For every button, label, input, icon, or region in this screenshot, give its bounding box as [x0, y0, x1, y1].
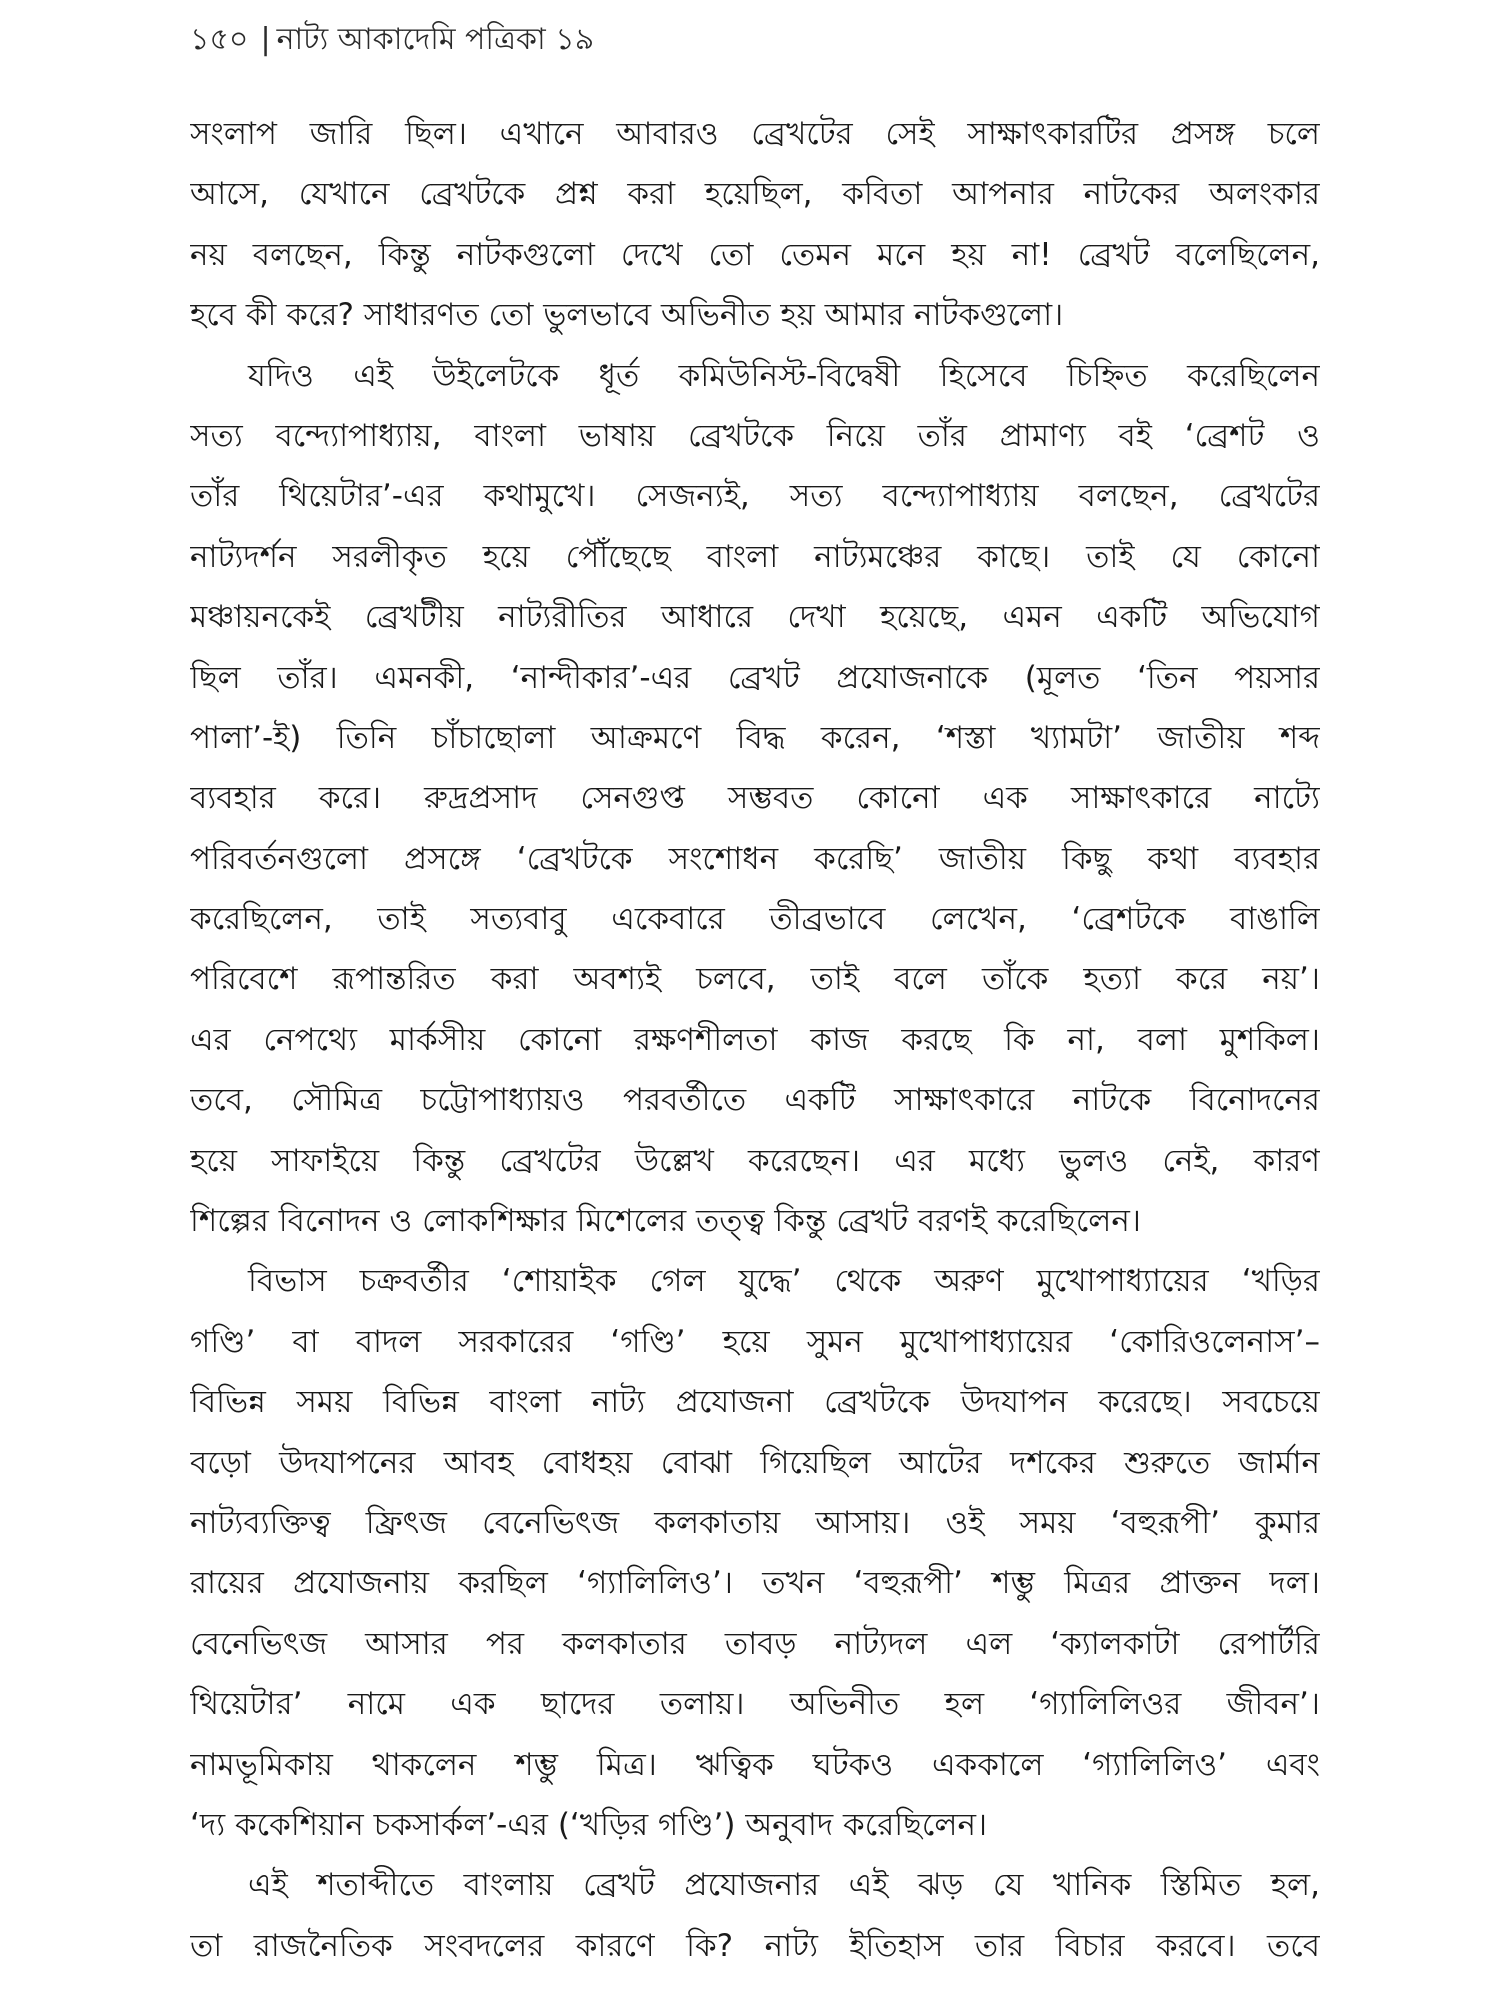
- text-line: পালা’-ই) তিনি চাঁচাছোলা আক্রমণে বিদ্ধ করেন, ‘শস্তা খ্যামটা’ জাতীয় শব্দ: [190, 719, 1320, 756]
- page-number: ১৫০: [190, 22, 249, 57]
- text-line: রায়ের প্রযোজনায় করছিল ‘গ্যালিলিও’। তখন ‘বহুরূপী’ শম্ভু মিত্রর প্রাক্তন দল।: [190, 1565, 1320, 1602]
- body-text: [190, 104, 1320, 1976]
- text-line: গণ্ডি’ বা বাদল সরকারের ‘গণ্ডি’ হয়ে সুমন মুখোপাধ্যায়ের ‘কোরিওলেনাস’–: [190, 1323, 1320, 1360]
- header-separator: |: [260, 22, 271, 57]
- text-line: মঞ্চায়নকেই ব্রেখটীয় নাট্যরীতির আধারে দেখা হয়েছে, এমন একটি অভিযোগ: [190, 599, 1320, 636]
- text-line: তা রাজনৈতিক সংবদলের কারণে কি? নাট্য ইতিহাস তার বিচার করবে। তবে: [190, 1927, 1320, 1964]
- journal-title: নাট্য আকাদেমি পত্রিকা ১৯: [276, 22, 595, 57]
- text-line: পরিবর্তনগুলো প্রসঙ্গে ‘ব্রেখটকে সংশোধন করেছি’ জাতীয় কিছু কথা ব্যবহার: [190, 840, 1320, 877]
- text-line: তবে, সৌমিত্র চট্টোপাধ্যায়ও পরবর্তীতে একটি সাক্ষাৎকারে নাটকে বিনোদনের: [190, 1082, 1320, 1119]
- text-line: বড়ো উদযাপনের আবহ বোধহয় বোঝা গিয়েছিল আটের দশকের শুরুতে জার্মান: [190, 1444, 1320, 1481]
- text-line: ব্যবহার করে। রুদ্রপ্রসাদ সেনগুপ্ত সম্ভবত কোনো এক সাক্ষাৎকারে নাট্যে: [190, 780, 1320, 817]
- text-line: করেছিলেন, তাই সত্যবাবু একেবারে তীব্রভাবে লেখেন, ‘ব্রেশটকে বাঙালি: [190, 901, 1320, 938]
- text-line: নয় বলছেন, কিন্তু নাটকগুলো দেখে তো তেমন মনে হয় না! ব্রেখট বলেছিলেন,: [190, 236, 1320, 273]
- text-line: আসে, যেখানে ব্রেখটকে প্রশ্ন করা হয়েছিল, কবিতা আপনার নাটকের অলংকার: [190, 176, 1320, 213]
- text-line: নাট্যব্যক্তিত্ব ফ্রিৎজ বেনেভিৎজ কলকাতায় আসায়। ওই সময় ‘বহুরূপী’ কুমার: [190, 1504, 1320, 1541]
- text-line: তাঁর থিয়েটার’-এর কথামুখে। সেজন্যই, সত্য বন্দ্যোপাধ্যায় বলছেন, ব্রেখটের: [190, 478, 1320, 515]
- text-line: বিভিন্ন সময় বিভিন্ন বাংলা নাট্য প্রযোজনা ব্রেখটকে উদযাপন করেছে। সবচেয়ে: [190, 1384, 1320, 1421]
- text-line: সত্য বন্দ্যোপাধ্যায়, বাংলা ভাষায় ব্রেখটকে নিয়ে তাঁর প্রামাণ্য বই ‘ব্রেশট ও: [190, 417, 1320, 454]
- text-line: এর নেপথ্যে মার্কসীয় কোনো রক্ষণশীলতা কাজ করছে কি না, বলা মুশকিল।: [190, 1021, 1320, 1058]
- text-line: নাট্যদর্শন সরলীকৃত হয়ে পৌঁছেছে বাংলা নাট্যমঞ্চের কাছে। তাই যে কোনো: [190, 538, 1320, 575]
- text-line: হবে কী করে? সাধারণত তো ভুলভাবে অভিনীত হয় আমার নাটকগুলো।: [190, 297, 1064, 334]
- text-line: হয়ে সাফাইয়ে কিন্তু ব্রেখটের উল্লেখ করেছেন। এর মধ্যে ভুলও নেই, কারণ: [190, 1142, 1320, 1179]
- running-header: [190, 16, 594, 64]
- text-line: বিভাস চক্রবর্তীর ‘শোয়াইক গেল যুদ্ধে’ থেকে অরুণ মুখোপাধ্যায়ের ‘খড়ির: [248, 1263, 1320, 1300]
- text-line: শিল্পের বিনোদন ও লোকশিক্ষার মিশেলের তত্ত্ব কিন্তু ব্রেখট বরণই করেছিলেন।: [190, 1203, 1141, 1240]
- text-line: নামভূমিকায় থাকলেন শম্ভু মিত্র। ঋত্বিক ঘটকও এককালে ‘গ্যালিলিও’ এবং: [190, 1746, 1320, 1783]
- text-line: ‘দ্য ককেশিয়ান চকসার্কল’-এর (‘খড়ির গণ্ডি’) অনুবাদ করেছিলেন।: [190, 1806, 988, 1843]
- text-line: যদিও এই উইলেটকে ধূর্ত কমিউনিস্ট-বিদ্বেষী হিসেবে চিহ্নিত করেছিলেন: [248, 357, 1320, 394]
- text-line: পরিবেশে রূপান্তরিত করা অবশ্যই চলবে, তাই বলে তাঁকে হত্যা করে নয়’।: [190, 961, 1320, 998]
- text-line: ছিল তাঁর। এমনকী, ‘নান্দীকার’-এর ব্রেখট প্রযোজনাকে (মূলত ‘তিন পয়সার: [190, 659, 1320, 696]
- text-line: বেনেভিৎজ আসার পর কলকাতার তাবড় নাট্যদল এল ‘ক্যালকাটা রেপার্টরি: [190, 1625, 1320, 1662]
- text-line: থিয়েটার’ নামে এক ছাদের তলায়। অভিনীত হল ‘গ্যালিলিওর জীবন’।: [190, 1686, 1320, 1723]
- text-line: সংলাপ জারি ছিল। এখানে আবারও ব্রেখটের সেই সাক্ষাৎকারটির প্রসঙ্গ চলে: [190, 116, 1320, 152]
- text-line: এই শতাব্দীতে বাংলায় ব্রেখট প্রযোজনার এই ঝড় যে খানিক স্তিমিত হল,: [248, 1867, 1320, 1904]
